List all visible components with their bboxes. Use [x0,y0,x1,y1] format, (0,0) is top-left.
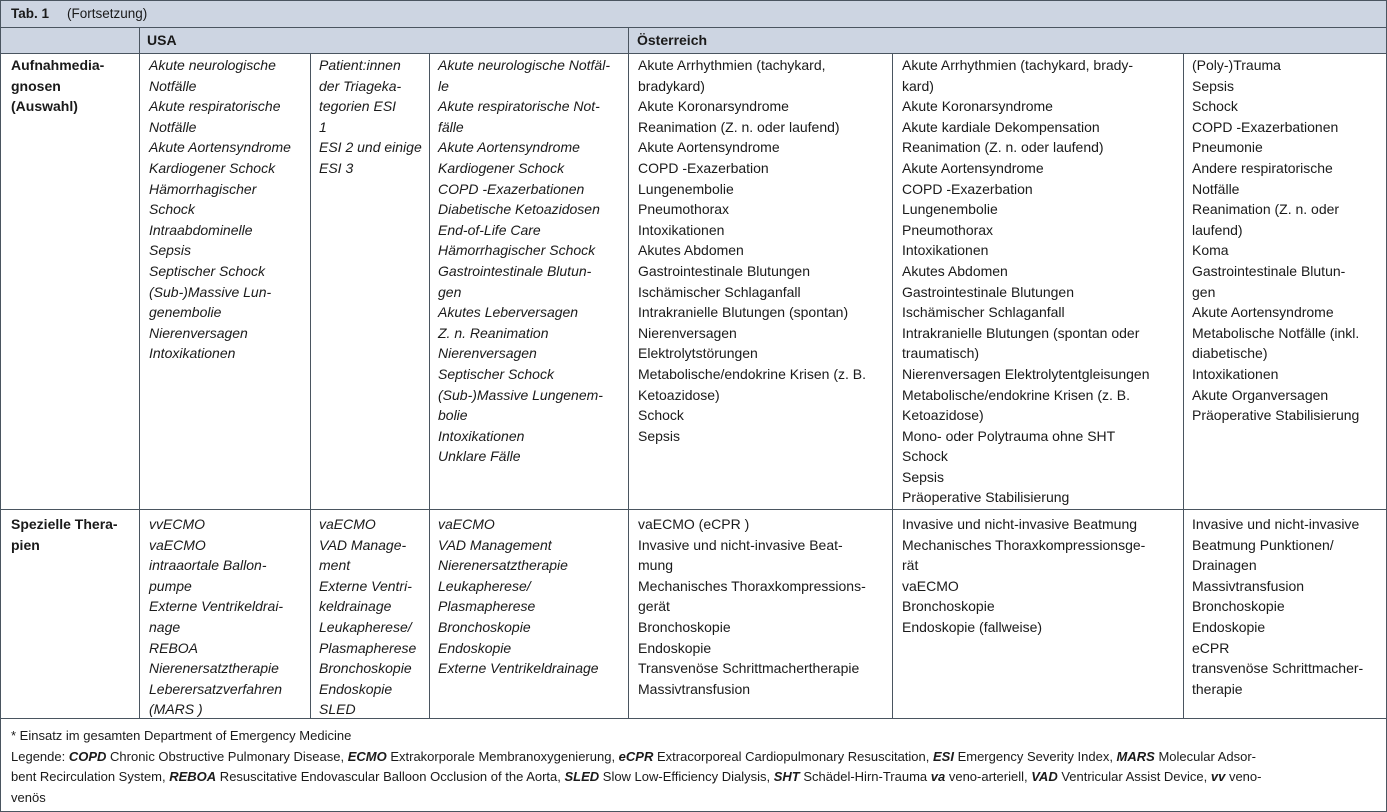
col-divider [429,54,430,718]
austria-diagnoses-col2 [902,55,1149,508]
cell-line: Mechanisches Thoraxkompressionsge- [902,536,1146,553]
legend-text: veno- [1225,769,1262,784]
cell-line: Patient:innen [319,57,401,73]
cell-line: Akute respiratorische [149,98,281,115]
cell-line: Intrakranielle Blutungen (spontan oder [902,324,1140,341]
cell-line: Ketoazidose) [902,407,984,424]
row-divider [1,509,1386,510]
cell-line: Invasive und nicht-invasive [1192,516,1360,532]
cell-line: Spezielle Thera- [11,516,118,532]
cell-line: Hämorrhagischer Schock [438,242,596,259]
cell-line: ment [319,557,351,574]
legend-text: Schädel-Hirn-Trauma [799,769,931,784]
cell-line: Metabolische/endokrine Krisen (z. B. [902,386,1130,403]
cell-line: Endoskopie [1192,618,1266,635]
cell-line: Endoskopie [438,639,512,656]
cell-line: Akutes Leberversagen [438,304,579,321]
cell-line: mung [638,557,674,574]
cell-line: Intoxikationen [638,221,725,238]
legend-text: Extrakorporale Membranoxygenierung, [386,748,619,764]
header-usa: USA [147,32,177,48]
table-title-bar [1,1,1386,28]
cell-line: Nierenversagen [438,345,537,362]
row-label-therapies [11,514,118,555]
cell-line: gen [1192,283,1216,300]
legend-abbr: eCPR [618,748,654,764]
cell-line: Intoxikationen [902,242,989,259]
cell-line: vaECMO [149,536,206,553]
cell-line: Präoperative Stabilisierung [902,489,1070,506]
cell-line: Externe Ventri- [319,577,412,594]
cell-line: intraaortale Ballon- [149,557,267,574]
col-divider [892,54,893,718]
cell-line: Endoskopie [638,639,712,656]
table-header-row [1,28,1386,54]
cell-line: Endoskopie (fallweise) [902,618,1043,635]
cell-line: Bronchoskopie [638,618,731,635]
cell-line: Notfälle [1192,180,1240,197]
cell-line: ESI 3 [319,159,354,176]
usa-therapies-col1 [149,514,283,720]
cell-line: Schock [149,201,195,218]
legend-abbr: vv [1210,769,1226,784]
cell-line: Gastrointestinale Blutun- [1192,262,1346,279]
cell-line: transvenöse Schrittmacher- [1192,660,1364,677]
cell-line: COPD -Exazerbationen [1192,118,1339,135]
cell-line: gen [438,283,462,300]
cell-line: Kardiogener Schock [149,159,276,176]
cell-line: der Triageka- [319,77,402,94]
cell-line: Akute Aortensyndrome [149,139,291,156]
cell-line: Notfälle [149,118,197,135]
cell-line: vaECMO [902,577,959,594]
cell-line: Akute Koronarsyndrome [902,98,1053,115]
cell-line: Drainagen [1192,557,1257,574]
cell-line: Nierenersatztherapie [438,557,568,574]
cell-line: Ischämischer Schlaganfall [902,304,1065,321]
cell-line: Transvenöse Schrittmachertherapie [638,660,860,677]
col-divider [628,28,629,718]
austria-diagnoses-col3 [1192,55,1359,426]
legend-abbr: REBOA [169,769,217,784]
cell-line: Lungenembolie [902,201,998,218]
cell-line: rät [902,557,919,574]
cell-line: Mechanisches Thoraxkompressions- [638,577,866,594]
cell-line: Intraabdominelle [149,221,253,238]
cell-line: Akute Organversagen [1192,386,1329,403]
cell-line: Akute Arrhythmien (tachykard, [638,57,826,73]
cell-line: Diabetische Ketoazidosen [438,201,600,218]
cell-line: vaECMO (eCPR ) [638,516,750,532]
legend-text: Chronic Obstructive Pulmonary Disease, [106,748,348,764]
footnote-legend-line3: venös [11,789,46,805]
cell-line: (Poly-)Trauma [1192,57,1281,73]
cell-line: Septischer Schock [438,365,554,382]
cell-line: Schock [638,407,684,424]
cell-line: Sepsis [638,427,681,444]
cell-line: Z. n. Reanimation [438,324,549,341]
cell-line: Plasmapherese [319,639,417,656]
cell-line: Akute kardiale Dekompensation [902,118,1100,135]
cell-line: bolie [438,407,468,424]
cell-line: Präoperative Stabilisierung [1192,407,1360,424]
cell-line: Akute Aortensyndrome [1192,304,1334,321]
cell-line: Endoskopie [319,680,393,697]
legend-text: Extracorporeal Cardiopulmonary Resuscitation, [653,748,933,764]
austria-therapies-col2 [902,514,1145,638]
austria-diagnoses-col1 [638,55,866,446]
legend-text: Molecular Adsor- [1154,748,1256,764]
legend-abbr: SLED [564,769,600,784]
cell-line: Akute neurologische [149,57,276,73]
cell-line: Schock [902,448,948,465]
legend-abbr: va [930,769,946,784]
legend-text: bent Recirculation System, [11,769,170,784]
cell-line: Sepsis [902,468,945,485]
legend-text: Resuscitative Endovascular Balloon Occlusion of the Aorta, [216,769,565,784]
table-number: Tab. 1 [11,6,50,21]
cell-line: Akute Aortensyndrome [438,139,580,156]
cell-line: keldrainage [319,598,392,615]
cell-line: Hämorrhagischer [149,180,257,197]
cell-line: eCPR [1192,639,1230,656]
cell-line: tegorien ESI [319,98,397,115]
cell-line: Notfälle [149,77,197,94]
cell-line: gnosen [11,77,61,94]
cell-line: Ketoazidose) [638,386,720,403]
cell-line: VAD Management [438,536,552,553]
cell-line: Nierenversagen Elektrolytentgleisungen [902,365,1150,382]
legend-abbr: MARS [1116,748,1155,764]
cell-line: kard) [902,77,934,94]
cell-line: Akutes Abdomen [902,262,1008,279]
cell-line: Reanimation (Z. n. oder [1192,201,1340,218]
cell-line: Sepsis [149,242,192,259]
legend-text: Emergency Severity Index, [953,748,1117,764]
usa-diagnoses-col1 [149,55,291,364]
cell-line: Bronchoskopie [438,618,531,635]
col-divider [139,28,140,718]
cell-line: Mono- oder Polytrauma ohne SHT [902,427,1116,444]
legend-text: veno-arteriell, [945,769,1032,784]
legend-entries [69,749,1256,764]
table-continuation: (Fortsetzung) [67,6,148,21]
footnote-legend-line2 [11,767,1381,788]
cell-line: Bronchoskopie [319,660,412,677]
cell-line: Akute Aortensyndrome [902,159,1044,176]
cell-line: Unklare Fälle [438,448,521,465]
cell-line: Akute respiratorische Not- [438,98,600,115]
cell-line: Intrakranielle Blutungen (spontan) [638,304,849,321]
cell-line: Akute Arrhythmien (tachykard, brady- [902,57,1134,73]
cell-line: pumpe [149,577,192,594]
cell-line: Akute Koronarsyndrome [638,98,789,115]
footnote-legend-line1 [11,747,1381,768]
cell-line: (Sub-)Massive Lungenem- [438,386,603,403]
cell-line: Intoxikationen [1192,365,1279,382]
col-divider [1183,54,1184,718]
cell-line: Aufnahmedia- [11,57,105,73]
cell-line: VAD Manage- [319,536,407,553]
usa-diagnoses-col3 [438,55,610,467]
cell-line: Massivtransfusion [1192,577,1305,594]
cell-line: nage [149,618,181,635]
cell-line: traumatisch) [902,345,980,362]
cell-line: REBOA [149,639,199,656]
legend-abbr: COPD [68,748,107,764]
legend-text: Slow Low-Efficiency Dialysis, [599,769,774,784]
cell-line: SLED [319,701,356,718]
cell-line: (Auswahl) [11,98,78,115]
usa-therapies-col3 [438,514,599,679]
cell-line: Metabolische Notfälle (inkl. [1192,324,1360,341]
row-label-diagnoses [11,55,104,117]
cell-line: ESI 2 und einige [319,139,422,156]
cell-line: Nierenersatztherapie [149,660,279,677]
cell-line: Metabolische/endokrine Krisen (z. B. [638,365,866,382]
cell-line: Externe Ventrikeldrainage [438,660,599,677]
cell-line: Leberersatzverfahren [149,680,283,697]
cell-line: Bronchoskopie [902,598,995,615]
cell-line: gerät [638,598,670,615]
footnote-asterisk: * Einsatz im gesamten Department of Emergency Medicine [11,728,352,743]
cell-line: End-of-Life Care [438,221,541,238]
usa-therapies-col2 [319,514,416,720]
cell-line: le [438,77,449,94]
cell-line: Andere respiratorische [1192,159,1333,176]
col-divider [310,54,311,718]
cell-line: vvECMO [149,516,205,532]
cell-line: (MARS ) [149,701,203,718]
legend-abbr: ECMO [347,748,387,764]
cell-line: Akute Aortensyndrome [638,139,780,156]
cell-line: vaECMO [319,516,376,532]
cell-line: Koma [1192,242,1229,259]
cell-line: Lungenembolie [638,180,734,197]
cell-line: therapie [1192,680,1243,697]
cell-line: Intoxikationen [149,345,236,362]
cell-line: Gastrointestinale Blutungen [902,283,1074,300]
cell-line: Schock [1192,98,1238,115]
cell-line: Akute neurologische Notfäl- [438,57,610,73]
cell-line: COPD -Exazerbation [638,159,769,176]
cell-line: Beatmung Punktionen/ [1192,536,1334,553]
legend-text: Ventricular Assist Device, [1057,769,1211,784]
cell-line: Invasive und nicht-invasive Beatmung [902,516,1138,532]
cell-line: Septischer Schock [149,262,265,279]
cell-line: fälle [438,118,464,135]
legend-abbr: ESI [933,748,954,764]
legend-abbr: VAD [1031,769,1058,784]
cell-line: COPD -Exazerbationen [438,180,585,197]
cell-line: vaECMO [438,516,495,532]
cell-line: Intoxikationen [438,427,525,444]
cell-line: 1 [319,118,327,135]
cell-line: Plasmapherese [438,598,536,615]
cell-line: pien [11,536,40,553]
cell-line: bradykard) [638,77,705,94]
cell-line: Elektrolytstörungen [638,345,758,362]
cell-line: Reanimation (Z. n. oder laufend) [638,118,840,135]
table-footnote [11,726,1381,808]
cell-line: Akutes Abdomen [638,242,744,259]
cell-line: Leukapherese/ [438,577,531,594]
cell-line: Pneumothorax [638,201,730,218]
cell-line: Nierenversagen [638,324,737,341]
cell-line: laufend) [1192,221,1243,238]
legend-abbr: SHT [773,769,800,784]
cell-line: Kardiogener Schock [438,159,565,176]
cell-line: (Sub-)Massive Lun- [149,283,272,300]
cell-line: Nierenversagen [149,324,248,341]
cell-line: Pneumothorax [902,221,994,238]
cell-line: Gastrointestinale Blutungen [638,262,810,279]
cell-line: Reanimation (Z. n. oder laufend) [902,139,1104,156]
austria-therapies-col1 [638,514,866,699]
cell-line: Pneumonie [1192,139,1263,156]
cell-line: Sepsis [1192,77,1235,94]
cell-line: COPD -Exazerbation [902,180,1033,197]
cell-line: Massivtransfusion [638,680,751,697]
header-austria: Österreich [637,32,708,48]
cell-line: Invasive und nicht-invasive Beat- [638,536,843,553]
austria-therapies-col3 [1192,514,1363,699]
cell-line: Bronchoskopie [1192,598,1285,615]
cell-line: genembolie [149,304,222,321]
legend-prefix: Legende: [11,748,69,764]
cell-line: Externe Ventrikeldrai- [149,598,284,615]
cell-line: diabetische) [1192,345,1268,362]
usa-diagnoses-col2 [319,55,422,179]
cell-line: Leukapherese/ [319,618,412,635]
cell-line: Ischämischer Schlaganfall [638,283,801,300]
cell-line: Gastrointestinale Blutun- [438,262,592,279]
